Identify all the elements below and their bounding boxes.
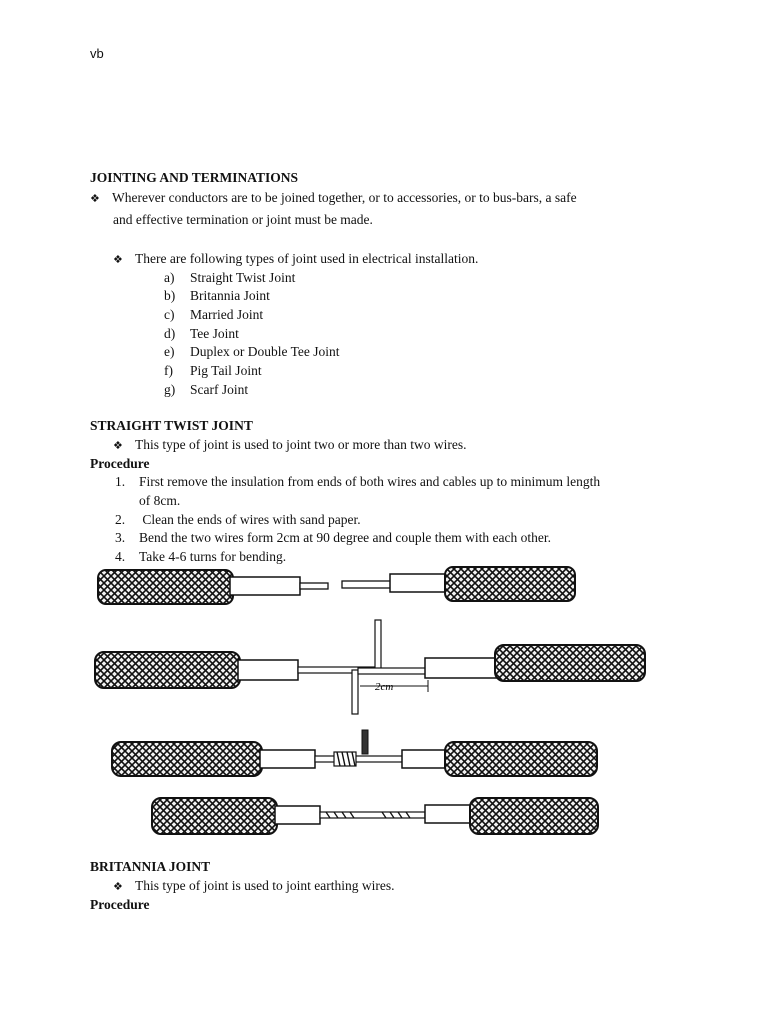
list-label: Britannia Joint bbox=[190, 288, 270, 303]
wire-conductor bbox=[315, 756, 405, 762]
procedure-label: Procedure bbox=[90, 897, 150, 912]
cable-braid-left bbox=[152, 798, 277, 834]
step-text: Take 4-6 turns for bending. bbox=[139, 549, 287, 564]
step-text-continued: of 8cm. bbox=[139, 493, 181, 508]
cable-braid-left bbox=[112, 742, 262, 776]
list-label: Duplex or Double Tee Joint bbox=[190, 344, 340, 359]
diamond-bullet-icon: ❖ bbox=[113, 253, 123, 266]
wire-conductor-right bbox=[358, 668, 428, 674]
britannia-use bbox=[113, 878, 394, 894]
cable-insulation-right bbox=[425, 658, 500, 678]
list-label: Married Joint bbox=[190, 307, 264, 322]
page-header: vb bbox=[90, 46, 104, 61]
cable-insulation-left bbox=[230, 577, 300, 595]
intro-line-1: Wherever conductors are to be joined together, or to accessories, or to bus-bars, a safe bbox=[112, 190, 577, 205]
cable-braid-left bbox=[98, 570, 233, 604]
step-number: 1. bbox=[115, 474, 126, 489]
wire-conductor-left bbox=[300, 583, 328, 589]
list-label: Tee Joint bbox=[190, 326, 239, 341]
cable-braid-left bbox=[95, 652, 240, 688]
cable-insulation-right bbox=[425, 805, 475, 823]
intro-line-2: and effective termination or joint must be made. bbox=[113, 212, 373, 227]
list-letter: c) bbox=[164, 307, 175, 322]
list-letter: g) bbox=[164, 382, 176, 397]
step-text: Bend the two wires form 2cm at 90 degree and couple them with each other. bbox=[139, 530, 551, 545]
section-title-jointing: JOINTING AND TERMINATIONS bbox=[90, 170, 299, 185]
section-title-straight-twist: STRAIGHT TWIST JOINT bbox=[90, 418, 253, 433]
procedure-step bbox=[115, 512, 361, 528]
section-title-britannia: BRITANNIA JOINT bbox=[90, 859, 211, 874]
cable-insulation-left bbox=[238, 660, 298, 680]
list-letter: d) bbox=[164, 326, 176, 341]
cable-stage-finished bbox=[152, 798, 598, 834]
list-letter: b) bbox=[164, 288, 176, 303]
cable-braid-right bbox=[445, 742, 597, 776]
dimension-label: 2cm bbox=[375, 681, 394, 693]
diamond-bullet-icon: ❖ bbox=[113, 880, 123, 893]
intro-paragraph bbox=[90, 190, 577, 206]
step-text: Clean the ends of wires with sand paper. bbox=[139, 512, 361, 527]
list-letter: e) bbox=[164, 344, 175, 359]
cable-insulation-left bbox=[260, 750, 315, 768]
straight-twist-use-text: This type of joint is used to joint two or more than two wires. bbox=[135, 437, 467, 452]
joint-type-item bbox=[164, 382, 248, 398]
step-number: 2. bbox=[115, 512, 126, 527]
list-letter: a) bbox=[164, 270, 175, 285]
list-label: Pig Tail Joint bbox=[190, 363, 262, 378]
cable-insulation-left bbox=[275, 806, 320, 824]
cable-insulation-right bbox=[402, 750, 447, 768]
diamond-bullet-icon: ❖ bbox=[113, 439, 123, 452]
cable-braid-right bbox=[495, 645, 645, 681]
procedure-label: Procedure bbox=[90, 456, 150, 471]
cable-stage-twisting bbox=[112, 730, 597, 776]
cable-stage-bent bbox=[95, 620, 645, 714]
wire-conductor-right bbox=[342, 581, 392, 588]
britannia-use-text: This type of joint is used to joint earthing wires. bbox=[135, 878, 395, 893]
list-label: Straight Twist Joint bbox=[190, 270, 296, 285]
cable-braid-right bbox=[445, 567, 575, 601]
cable-insulation-right bbox=[390, 574, 450, 592]
types-intro bbox=[113, 251, 478, 267]
joint-type-item bbox=[164, 307, 263, 323]
diamond-bullet-icon: ❖ bbox=[90, 192, 100, 205]
step-number: 4. bbox=[115, 549, 126, 564]
cable-stage-stripped bbox=[98, 567, 575, 604]
wire-bent-up bbox=[375, 620, 381, 670]
wire-bent-down bbox=[352, 670, 358, 714]
straight-twist-use bbox=[113, 437, 466, 453]
procedure-step bbox=[115, 530, 551, 546]
list-label: Scarf Joint bbox=[190, 382, 249, 397]
joint-type-item bbox=[164, 326, 239, 342]
joint-type-item bbox=[164, 363, 262, 379]
procedure-step bbox=[115, 474, 600, 490]
step-text: First remove the insulation from ends of both wires and cables up to minimum length bbox=[139, 474, 601, 489]
step-number: 3. bbox=[115, 530, 126, 545]
joint-type-item bbox=[164, 344, 340, 360]
cable-braid-right bbox=[470, 798, 598, 834]
types-intro-text: There are following types of joint used in electrical installation. bbox=[135, 251, 479, 266]
straight-twist-joint-illustration bbox=[90, 562, 660, 844]
wire-stub-up bbox=[362, 730, 368, 754]
joint-type-item bbox=[164, 288, 270, 304]
joint-type-item bbox=[164, 270, 295, 286]
list-letter: f) bbox=[164, 363, 173, 378]
